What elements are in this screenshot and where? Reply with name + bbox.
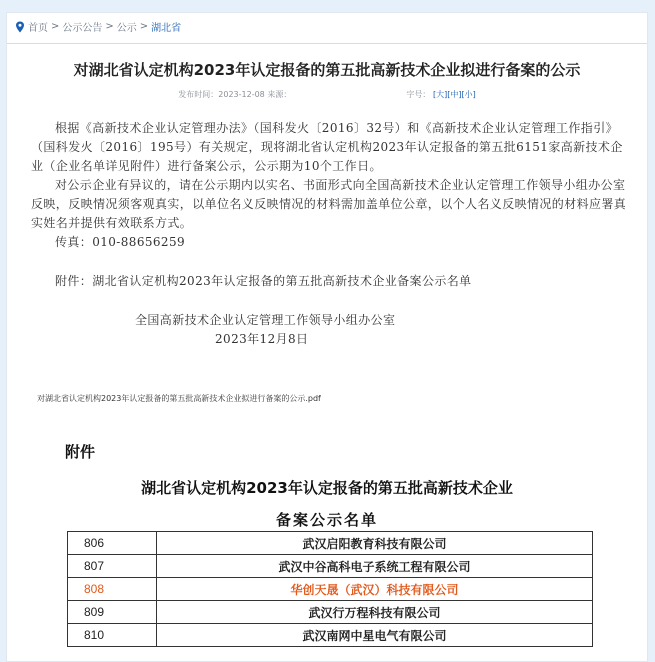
breadcrumb-home[interactable]: 首页	[28, 23, 48, 34]
table-row	[68, 532, 593, 555]
article-title: 对湖北省认定机构2023年认定报备的第五批高新技术企业拟进行备案的公示	[73, 61, 581, 79]
attachment-subtitle: 备案公示名单	[275, 511, 378, 529]
header-divider	[7, 43, 647, 44]
company-list-table	[67, 531, 593, 647]
breadcrumb-announcements[interactable]: 公示公告	[62, 23, 103, 34]
breadcrumb-separator: >	[139, 21, 149, 32]
paragraph-attachment: 附件：湖北省认定机构2023年认定报备的第五批高新技术企业备案公示名单	[55, 274, 472, 288]
font-size-large-link[interactable]: [大]	[432, 90, 448, 99]
paragraph-objection: 对公示企业有异议的，请在公示期内以实名、书面形式向全国高新技术企业认定管理工作领导小组办公室反映，反映情况须客观真实，以单位名义反映情况的材料需加盖单位公章，以个人名义反映情况的材料应署真实姓名并提供有效联系方式。	[31, 178, 627, 230]
table-row	[68, 601, 593, 624]
font-size-medium-link[interactable]: [中]	[447, 90, 462, 99]
article-body	[31, 119, 631, 349]
publish-date: 2023-12-08	[218, 90, 265, 99]
paragraph-basis: 根据《高新技术企业认定管理办法》（国科发火〔2016〕32号）和《高新技术企业认定管理工作指引》（国科发火〔2016〕195号）有关规定，现将湖北省认定机构2023年认定报备的第五批6151家高新技术企业（企业名单详见附件）进行备案公示，公示期为10个工作日。	[31, 121, 623, 173]
breadcrumb-separator: >	[105, 21, 114, 32]
breadcrumb-notices[interactable]: 公示	[116, 23, 137, 34]
signature: 全国高新技术企业认定管理工作领导小组办公室	[135, 313, 396, 327]
company-name: 武汉行万程科技有限公司	[157, 601, 593, 624]
pdf-attachment-link[interactable]: 对湖北省认定机构2023年认定报备的第五批高新技术企业拟进行备案的公示.pdf	[37, 394, 321, 403]
attachment-title: 湖北省认定机构2023年认定报备的第五批高新技术企业	[141, 479, 513, 497]
font-size-small-link[interactable]: [小]	[461, 90, 476, 99]
company-name: 华创天晟（武汉）科技有限公司	[157, 578, 593, 601]
article-page	[6, 12, 648, 662]
breadcrumb-separator: >	[51, 21, 60, 32]
row-number: 807	[68, 555, 157, 578]
article-meta	[7, 89, 647, 100]
sign-date: 2023年12月8日	[215, 332, 309, 346]
company-name: 武汉启阳教育科技有限公司	[157, 532, 593, 555]
source-label: 来源：	[267, 90, 292, 99]
attachment-label: 附件	[65, 443, 96, 461]
row-number: 810	[68, 624, 157, 647]
company-name: 武汉南网中星电气有限公司	[157, 624, 593, 647]
table-row	[68, 555, 593, 578]
location-pin-icon	[15, 21, 25, 33]
publish-label: 发布时间：	[178, 90, 219, 99]
company-name: 武汉中谷高科电子系统工程有限公司	[157, 555, 593, 578]
row-number: 809	[68, 601, 157, 624]
breadcrumb	[15, 19, 181, 34]
font-size-label: 字号：	[406, 90, 431, 99]
row-number: 808	[68, 578, 157, 601]
paragraph-fax: 传真：010-88656259	[55, 235, 186, 249]
table-row	[68, 624, 593, 647]
row-number: 806	[68, 532, 157, 555]
breadcrumb-hubei[interactable]: 湖北省	[151, 23, 182, 34]
table-row-highlighted	[68, 578, 593, 601]
